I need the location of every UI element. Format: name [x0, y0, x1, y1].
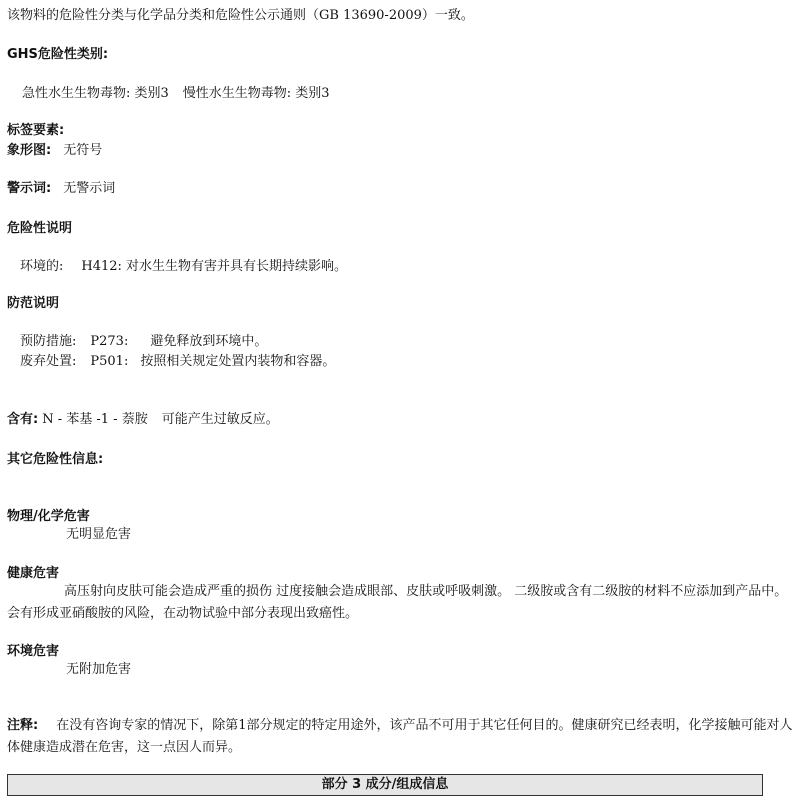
contains-note: 可能产生过敏反应。 [161, 412, 279, 427]
section-3-header: 部分 3 成分/组成信息 [7, 774, 763, 796]
note-paragraph [7, 715, 796, 759]
signal-word-value: 无警示词 [63, 181, 116, 196]
prevention-label: 预防措施: [20, 334, 77, 349]
ghs-chronic: 慢性水生生物毒物: 类别3 [182, 86, 330, 101]
ghs-heading: GHS危险性类别: [7, 47, 109, 62]
contains-substance: N - 苯基 -1 - 萘胺 [42, 412, 148, 427]
contains-row [7, 412, 279, 428]
note-label: 注释: [7, 718, 39, 733]
hazard-statements-heading: 危险性说明 [7, 221, 73, 236]
label-elements-heading: 标签要素: [7, 123, 65, 138]
health-hazards-heading: 健康危害 [7, 566, 60, 581]
pictogram-label: 象形图: [7, 143, 52, 158]
environment-statement-row [20, 259, 347, 275]
environment-statement-label: 环境的: [20, 259, 64, 274]
ghs-categories [22, 86, 330, 102]
prevention-text: 避免释放到环境中。 [150, 334, 268, 349]
contains-label: 含有: [7, 412, 39, 427]
environment-statement-value: H412: 对水生生物有害并具有长期持续影响。 [81, 259, 348, 274]
environment-hazards-value: 无附加危害 [66, 662, 132, 677]
note-text: 在没有咨询专家的情况下，除第1部分规定的特定用途外，该产品不可用于其它任何目的。健康研究已经表明，化学接触可能对人体健康造成潜在危害，这一点因人而异。 [7, 718, 793, 755]
pictogram-value: 无符号 [63, 143, 103, 158]
environment-hazards-heading: 环境危害 [7, 644, 60, 659]
other-hazards-heading: 其它危险性信息: [7, 452, 104, 467]
signal-word-row [7, 181, 115, 197]
intro-text: 该物料的危险性分类与化学品分类和危险性公示通则（GB 13690-2009）一致。 [7, 8, 474, 23]
prevention-code: P273: [90, 334, 129, 349]
disposal-code: P501: [90, 354, 129, 369]
precautionary-heading: 防范说明 [7, 296, 60, 311]
pictogram-row [7, 143, 102, 159]
physical-hazards-heading: 物理/化学危害 [7, 509, 90, 524]
health-hazards-text: 高压射向皮肤可能会造成严重的损伤 过度接触会造成眼部、皮肤或呼吸刺激。 二级胺或含有二级胺的材料不应添加到产品中。会有形成亚硝酸胺的风险，在动物试验中部分表现出致癌性。 [7, 584, 788, 621]
signal-word-label: 警示词: [7, 181, 52, 196]
physical-hazards-value: 无明显危害 [66, 527, 132, 542]
disposal-label: 废弃处置: [20, 354, 77, 369]
disposal-row [20, 354, 335, 370]
ghs-acute: 急性水生生物毒物: 类别3 [22, 86, 169, 101]
prevention-row [20, 334, 267, 350]
disposal-text: 按照相关规定处置内装物和容器。 [140, 354, 336, 369]
